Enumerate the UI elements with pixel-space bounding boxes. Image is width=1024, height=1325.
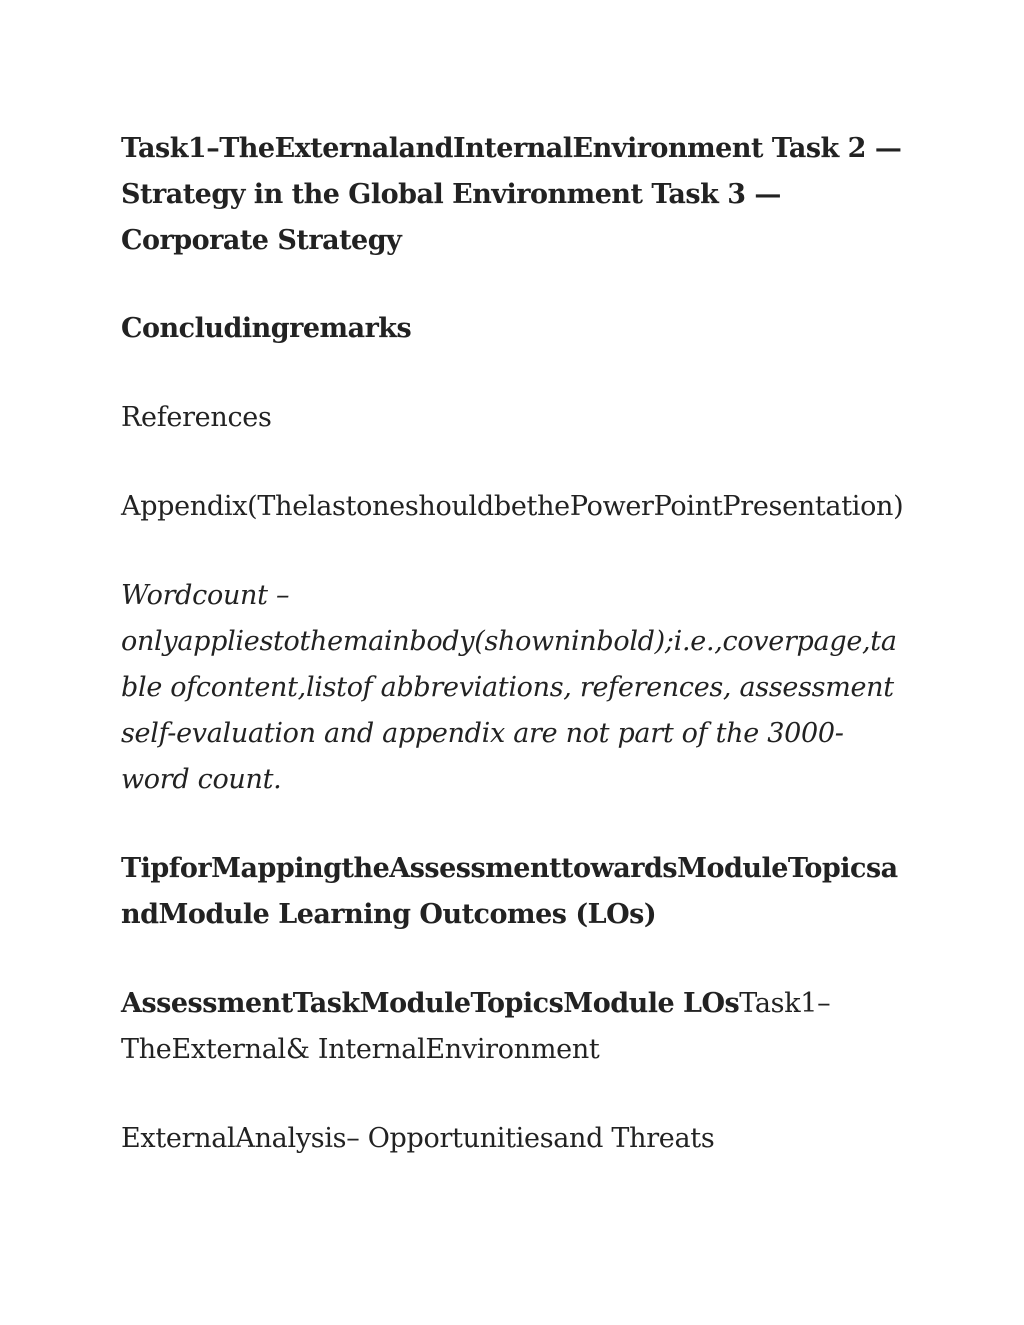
tip-heading: TipforMappingtheAssessmenttowardsModuleTopicsa ndModule Learning Outcomes (LOs) <box>121 853 898 930</box>
word-count-note: Wordcount – onlyappliestothemainbody(showninbold);i.e.,coverpage,table ofcontent,listof abbreviations, references, assessment self-evaluation and appendix are not part of the 3000-word count. <box>121 580 897 795</box>
appendix-item: Appendix(ThelastoneshouldbethePowerPointPresentation) <box>121 491 904 522</box>
concluding-remarks-heading: Concludingremarks <box>121 313 412 344</box>
assessment-mapping-line <box>121 981 911 1073</box>
task1-environment-label: Task1– TheExternal& InternalEnvironment <box>121 988 831 1065</box>
references-item: References <box>121 402 272 433</box>
assessment-table-header: AssessmentTaskModuleTopicsModule LOs <box>121 988 740 1019</box>
document-page <box>121 126 911 1162</box>
tasks-heading: Task1–TheExternalandInternalEnvironment Task 2 — Strategy in the Global Environment Task 3 — Corporate Strategy <box>121 133 902 256</box>
external-analysis-item: ExternalAnalysis– Opportunitiesand Threats <box>121 1123 715 1154</box>
